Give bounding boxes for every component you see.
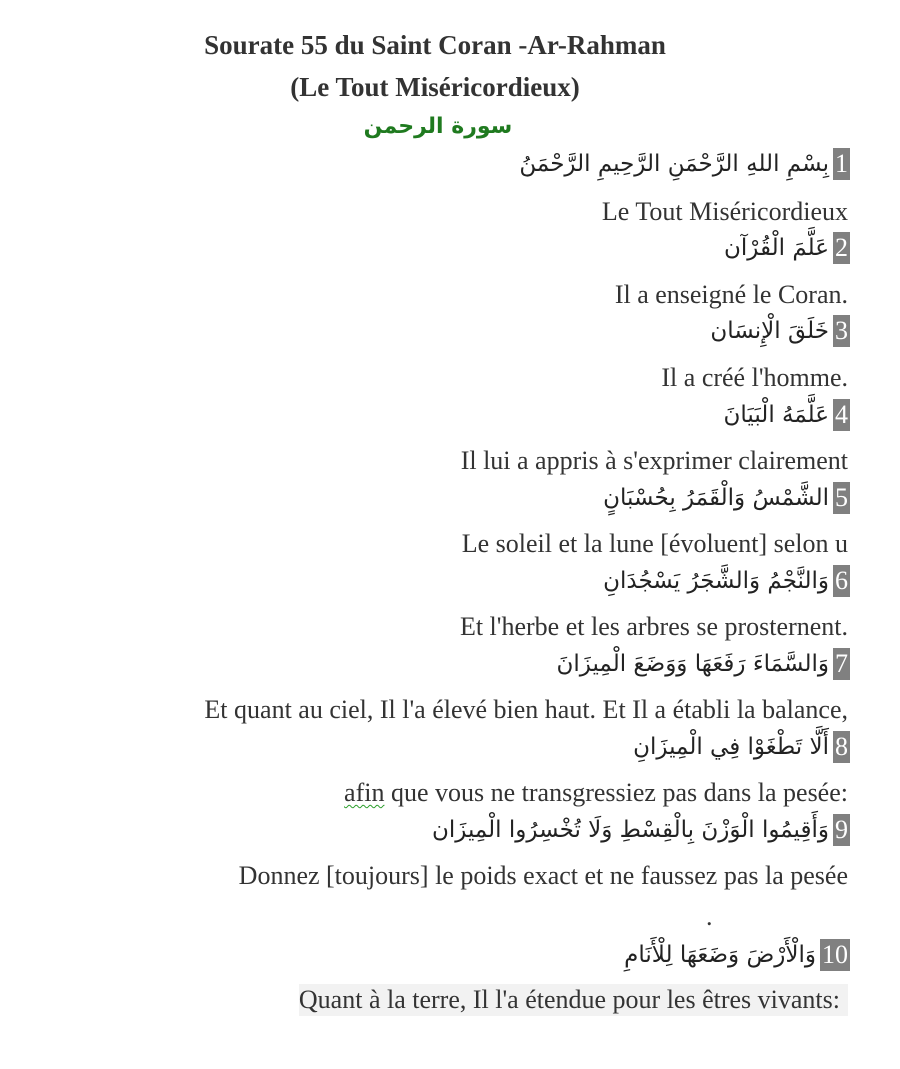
- verse-5-translation: Le soleil et la lune [évoluent] selon u: [461, 529, 848, 558]
- verse-number-badge: 9: [835, 815, 848, 844]
- verse-arabic-text: الشَّمْسُ وَالْقَمَرُ بِحُسْبَانٍ: [603, 485, 829, 511]
- verse-8-arabic: [633, 729, 850, 765]
- verse-7-translation: Et quant au ciel, Il l'a élevé bien haut. Et Il a établi la balance,: [204, 695, 848, 724]
- verse-number-badge: 6: [835, 566, 848, 595]
- verse-arabic-text: وَالنَّجْمُ وَالشَّجَرُ يَسْجُدَانِ: [603, 568, 829, 594]
- verse-translation-text: que vous ne transgressiez pas dans la pesée:: [384, 778, 848, 807]
- verse-number-badge: 5: [835, 483, 848, 512]
- verse-2-arabic: [724, 230, 850, 266]
- verse-9-translation-continuation: .: [706, 902, 713, 931]
- verse-7-arabic: [557, 646, 850, 682]
- verse-arabic-text: خَلَقَ الْإِنسَان: [710, 318, 829, 344]
- verse-9-arabic: [432, 812, 850, 848]
- verse-number-badge: 3: [835, 316, 848, 345]
- verse-4-translation: Il lui a appris à s'exprimer clairement: [460, 446, 848, 475]
- verse-arabic-text: عَلَّمَ الْقُرْآن: [724, 235, 829, 261]
- verse-number-badge: 7: [835, 649, 848, 678]
- verse-3-translation: Il a créé l'homme.: [661, 363, 848, 392]
- verse-arabic-text: عَلَّمَهُ الْبَيَانَ: [723, 402, 829, 428]
- verse-number-badge: 2: [835, 233, 848, 262]
- verse-3-arabic: [710, 313, 850, 349]
- arabic-surah-title: سورة الرحمن: [363, 114, 513, 139]
- verse-1-arabic: [519, 146, 850, 182]
- verse-number-badge: 1: [835, 149, 848, 178]
- verse-arabic-text: وَالْأَرْضَ وَضَعَهَا لِلْأَنَامِ: [624, 942, 816, 968]
- spellcheck-word[interactable]: afin: [344, 778, 385, 807]
- verse-number-badge: 8: [835, 732, 848, 761]
- verse-6-arabic: [603, 563, 850, 599]
- page-subtitle: (Le Tout Miséricordieux): [290, 72, 580, 102]
- verse-arabic-text: وَالسَّمَاءَ رَفَعَهَا وَوَضَعَ الْمِيزَانَ: [556, 651, 829, 677]
- verse-9-translation: Donnez [toujours] le poids exact et ne faussez pas la pesée: [238, 861, 848, 890]
- verse-number-badge: 4: [835, 400, 848, 429]
- verse-2-translation: Il a enseigné le Coran.: [614, 280, 848, 309]
- verse-10-arabic: [624, 937, 850, 973]
- verse-arabic-text: وَأَقِيمُوا الْوَزْنَ بِالْقِسْطِ وَلَا تُخْسِرُوا الْمِيزَان: [431, 817, 829, 843]
- verse-arabic-text: بِسْمِ اللهِ الرَّحْمَنِ الرَّحِيمِ الرَّحْمَنُ: [519, 151, 829, 177]
- verse-1-translation: Le Tout Miséricordieux: [601, 197, 848, 226]
- verse-arabic-text: أَلَّا تَطْغَوْا فِي الْمِيزَانِ: [633, 734, 829, 760]
- verse-6-translation: Et l'herbe et les arbres se prosternent.: [459, 612, 848, 641]
- page-title: Sourate 55 du Saint Coran -Ar-Rahman: [204, 30, 666, 60]
- verse-4-arabic: [724, 397, 850, 433]
- verse-8-translation: [344, 777, 848, 809]
- verse-number-badge: 10: [822, 940, 848, 969]
- verse-10-translation: Quant à la terre, Il l'a étendue pour les êtres vivants:: [299, 984, 848, 1016]
- verse-5-arabic: [603, 480, 850, 516]
